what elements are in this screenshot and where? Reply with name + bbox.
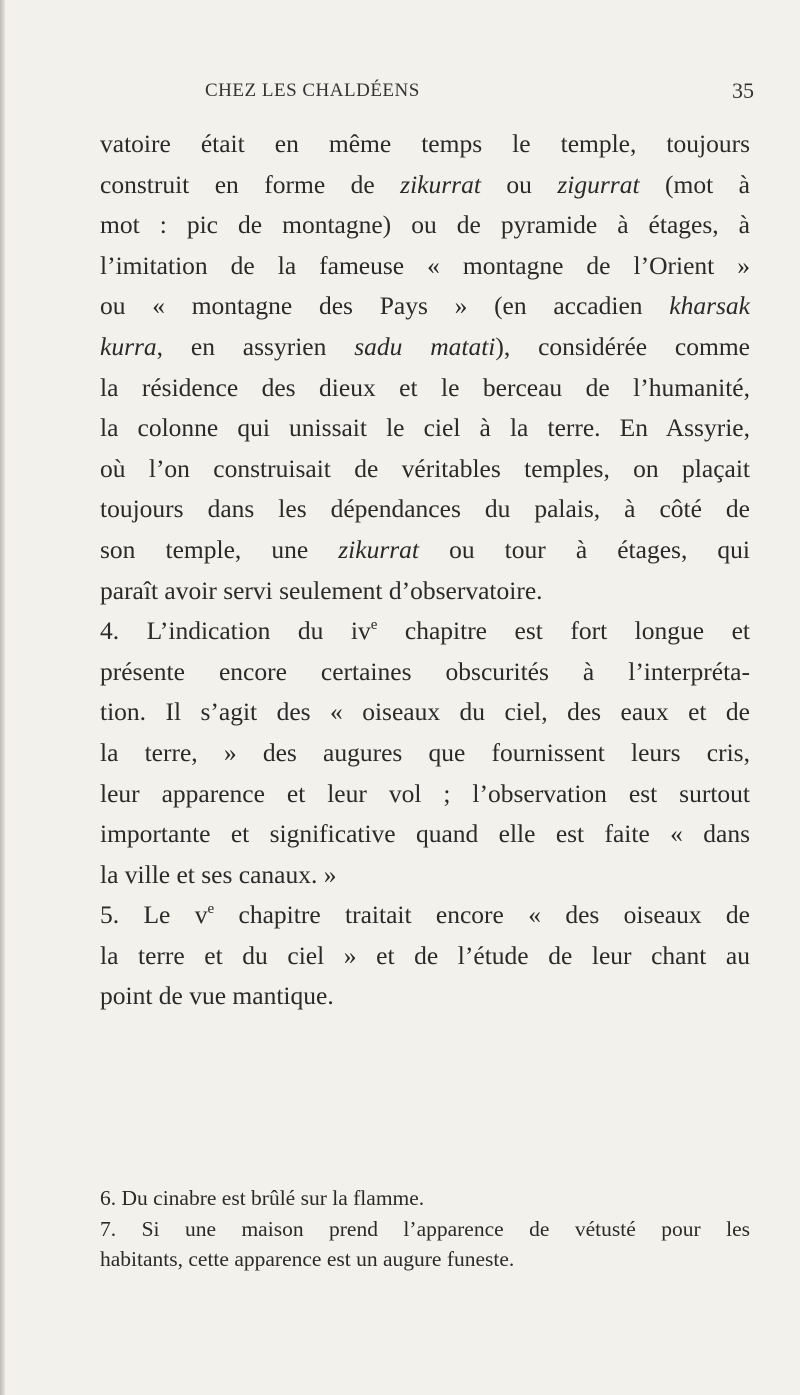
page-header — [100, 78, 776, 108]
text-line: vatoire était en même temps le temple, toujours — [100, 129, 750, 158]
note-4-start: 4. L’indication du $iv^e$ chapitre est fort longue et — [100, 616, 750, 646]
text-line: présente encore certaines obscurités à l’interpréta- — [100, 656, 750, 686]
running-head: CHEZ LES CHALDÉENS — [205, 80, 420, 101]
text-line: la ville et ses canaux. » — [100, 859, 337, 889]
note-7-continued: habitants, cette apparence est un augure funeste. — [100, 1247, 515, 1271]
text-line: toujours dans les dépendances du palais, à côté de — [100, 494, 750, 524]
text-line: la colonne qui unissait le ciel à la terre. En Assyrie, — [100, 413, 750, 443]
text-line: l’imitation de la fameuse « montagne de l’Orient » — [100, 250, 750, 280]
text-line: la terre et du ciel » et de l’étude de leur chant au — [100, 940, 750, 970]
note-7: 7. Si une maison prend l’apparence de vétusté pour les — [100, 1216, 750, 1241]
text-line: paraît avoir servi seulement d’observatoire. — [100, 575, 543, 605]
text-line: leur apparence et leur vol ; l’observation est surtout — [100, 778, 750, 808]
text-line: où l’on construisait de véritables temples, on plaçait — [100, 453, 750, 483]
text-line: tion. Il s’agit des « oiseaux du ciel, des eaux et de — [100, 697, 750, 727]
text-line: son temple, une zikurrat ou tour à étages, qui — [100, 534, 750, 564]
page-edge — [0, 0, 5, 1395]
text-line: point de vue mantique. — [100, 981, 334, 1011]
footnotes — [100, 1183, 750, 1275]
text-line: kurra, en assyrien sadu matati), considérée comme — [100, 331, 750, 361]
text-line: ou « montagne des Pays » (en accadien kharsak — [100, 291, 750, 321]
text-line: mot : pic de montagne) ou de pyramide à étages, à — [100, 210, 750, 240]
note-5-start: 5. Le $v^e$ chapitre traitait encore « des oiseaux de — [100, 900, 750, 930]
text-line: la terre, » des augures que fournissent leurs cris, — [100, 737, 750, 767]
text-line: construit en forme de zikurrat ou zigurrat (mot à — [100, 169, 751, 199]
text-line: importante et significative quand elle est faite « dans — [100, 819, 750, 849]
page-number: 35 — [732, 78, 754, 103]
body-text — [100, 124, 750, 1017]
note-6: 6. Du cinabre est brûlé sur la flamme. — [100, 1186, 425, 1210]
text-line: la résidence des dieux et le berceau de l’humanité, — [100, 372, 750, 402]
